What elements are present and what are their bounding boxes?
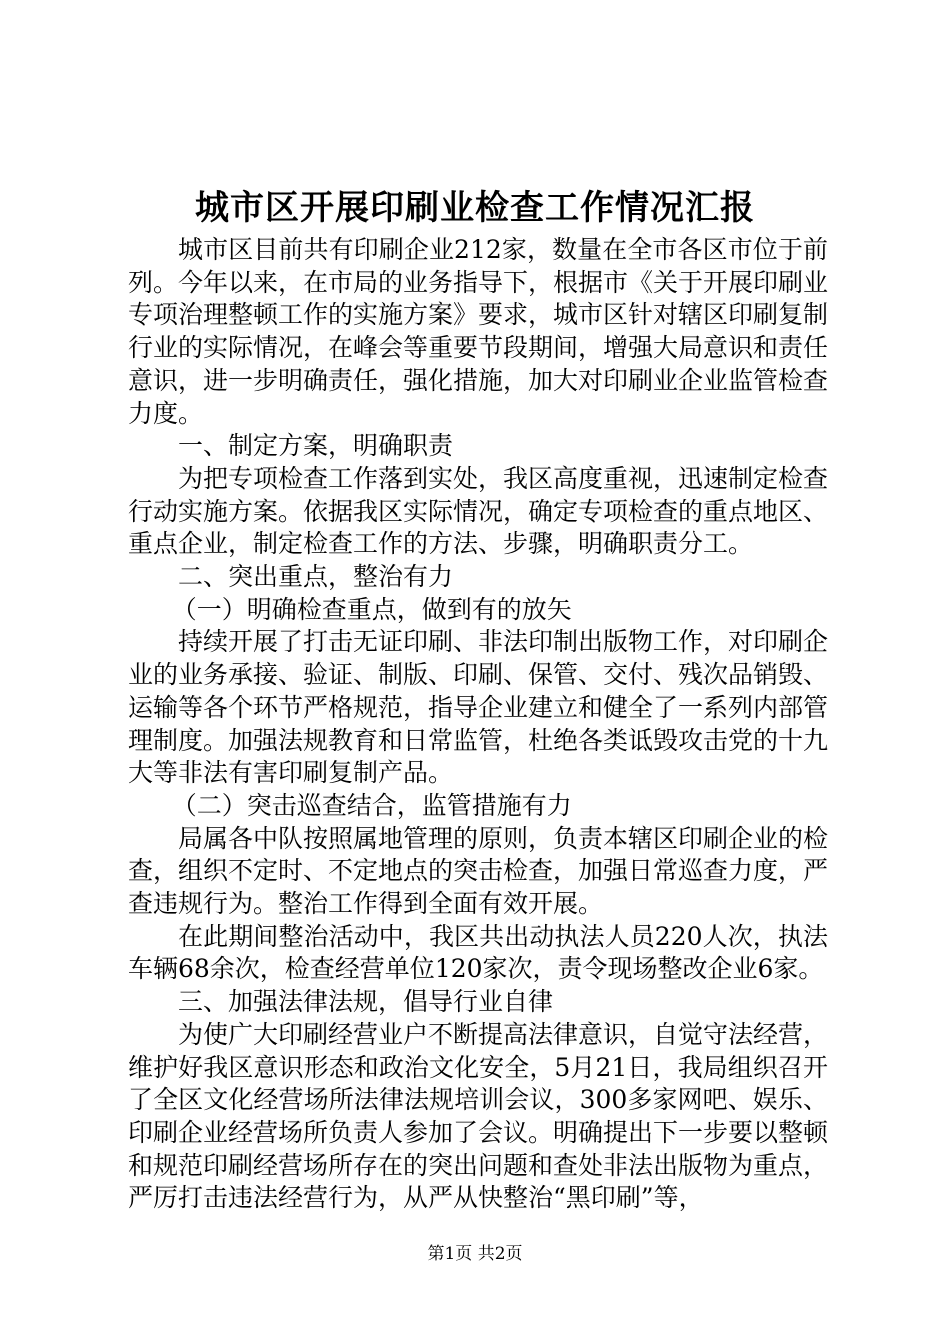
section-heading-2: 二、突出重点，整治有力 [178,562,454,592]
section-heading-1: 一、制定方案，明确职责 [178,431,454,461]
paragraph-section-1: 为把专项检查工作落到实处，我区高度重视，迅速制定检查行动实施方案。依据我区实际情况，确定专项检查的重点地区、重点企业，制定检查工作的方法、步骤，明确职责分工。 [128,463,829,559]
paragraph-section-2-1: 持续开展了打击无证印刷、非法印制出版物工作，对印刷企业的业务承接、验证、制版、印刷、保管、交付、残次品销毁、运输等各个环节严格规范，指导企业建立和健全了一系列内部管理制度。加强法规教育和日常监管，杜绝各类诋毁攻击党的十九大等非法有害印刷复制产品。 [128,627,829,788]
document-title: 城市区开展印刷业检查工作情况汇报 [195,188,755,228]
paragraph-statistics: 在此期间整治活动中，我区共出动执法人员220人次，执法车辆68余次，检查经营单位120家次，责令现场整改企业6家。 [128,921,828,984]
page-footer: 第1页 共2页 [427,1244,523,1264]
section-heading-3: 三、加强法律法规，倡导行业自律 [178,987,554,1017]
paragraph-intro: 城市区目前共有印刷企业212家，数量在全市各区市位于前列。今年以来，在市局的业务指导下，根据市《关于开展印刷业专项治理整顿工作的实施方案》要求，城市区针对辖区印刷复制行业的实际情况，在峰会等重要节段期间，增强大局意识和责任意识，进一步明确责任，强化措施，加大对印刷业企业监管检查力度。 [128,235,829,428]
paragraph-section-2-2: 局属各中队按照属地管理的原则，负责本辖区印刷企业的检查，组织不定时、不定地点的突击检查，加强日常巡查力度，严查违规行为。整治工作得到全面有效开展。 [128,823,829,919]
subsection-heading-2-1: （一）明确检查重点，做到有的放矢 [171,594,572,624]
document-body [128,234,828,1215]
paragraph-section-3: 为使广大印刷经营业户不断提高法律意识，自觉守法经营，维护好我区意识形态和政治文化安全，5月21日，我局组织召开了全区文化经营场所法律法规培训会议，300多家网吧、娱乐、印刷企业经营场所负责人参加了会议。明确提出下一步要以整顿和规范印刷经营场所存在的突出问题和查处非法出版物为重点，严厉打击违法经营行为，从严从快整治“黑印刷”等， [128,1019,829,1213]
subsection-heading-2-2: （二）突击巡查结合，监管措施有力 [171,790,572,820]
